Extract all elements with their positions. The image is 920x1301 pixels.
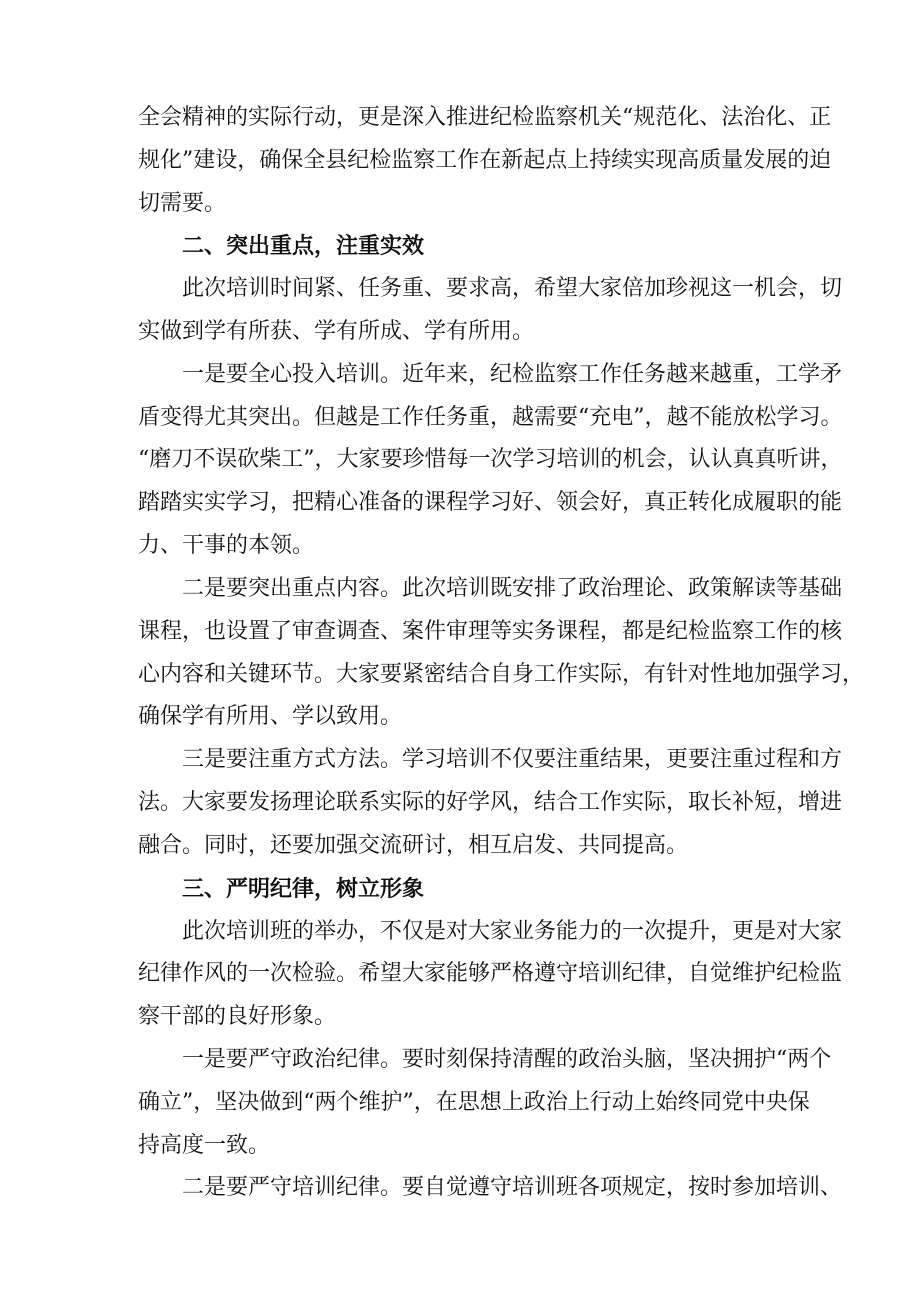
paragraph-first-line: 二是要严守培训纪律。要自觉遵守培训班各项规定，按时参加培训、 [182, 1175, 843, 1200]
text-line: 课程，也设置了审查调查、案件审理等实务课程，都是纪检监察工作的核 [138, 619, 843, 644]
text-line: 持高度一致。 [138, 1133, 271, 1158]
text-line: 实做到学有所获、学有所成、学有所用。 [138, 319, 535, 344]
text-line: 切需要。 [138, 191, 227, 216]
text-line: 确保学有所用、学以致用。 [138, 704, 403, 729]
text-line: 法。大家要发扬理论联系实际的好学风，结合工作实际，取长补短，增进 [138, 790, 843, 815]
text-line: “磨刀不误砍柴工”，大家要珍惜每一次学习培训的机会，认认真真听讲， [138, 447, 843, 472]
paragraph-first-line: 三是要注重方式方法。学习培训不仅要注重结果，更要注重过程和方 [182, 747, 843, 772]
text-line: 确立”，坚决做到“两个维护”，在思想上政治上行动上始终同党中央保 [138, 1090, 810, 1115]
section-heading: 二、突出重点，注重实效 [182, 233, 425, 259]
paragraph-first-line: 此次培训班的举办，不仅是对大家业务能力的一次提升，更是对大家 [182, 919, 843, 944]
text-line: 规化”建设，确保全县纪检监察工作在新起点上持续实现高质量发展的迫 [138, 148, 832, 173]
text-line: 盾变得尤其突出。但越是工作任务重，越需要“充电”，越不能放松学习。 [138, 405, 843, 430]
text-line: 全会精神的实际行动，更是深入推进纪检监察机关“规范化、法治化、正 [138, 105, 832, 130]
text-line: 融合。同时，还要加强交流研讨，相互启发、共同提高。 [138, 833, 689, 858]
text-line: 纪律作风的一次检验。希望大家能够严格遵守培训纪律，自觉维护纪检监 [138, 961, 843, 986]
text-line: 力、干事的本领。 [138, 533, 315, 558]
text-line: 心内容和关键环节。大家要紧密结合自身工作实际，有针对性地加强学习， [138, 662, 865, 687]
paragraph-first-line: 一是要严守政治纪律。要时刻保持清醒的政治头脑，坚决拥护“两个 [182, 1047, 832, 1072]
section-heading: 三、严明纪律，树立形象 [182, 876, 425, 902]
paragraph-first-line: 此次培训时间紧、任务重、要求高，希望大家倍加珍视这一机会，切 [182, 276, 843, 301]
paragraph-first-line: 一是要全心投入培训。近年来，纪检监察工作任务越来越重，工学矛 [182, 362, 843, 387]
text-line: 踏踏实实学习，把精心准备的课程学习好、领会好，真正转化成履职的能 [138, 490, 843, 515]
text-line: 察干部的良好形象。 [138, 1004, 337, 1029]
paragraph-first-line: 二是要突出重点内容。此次培训既安排了政治理论、政策解读等基础 [182, 576, 843, 601]
